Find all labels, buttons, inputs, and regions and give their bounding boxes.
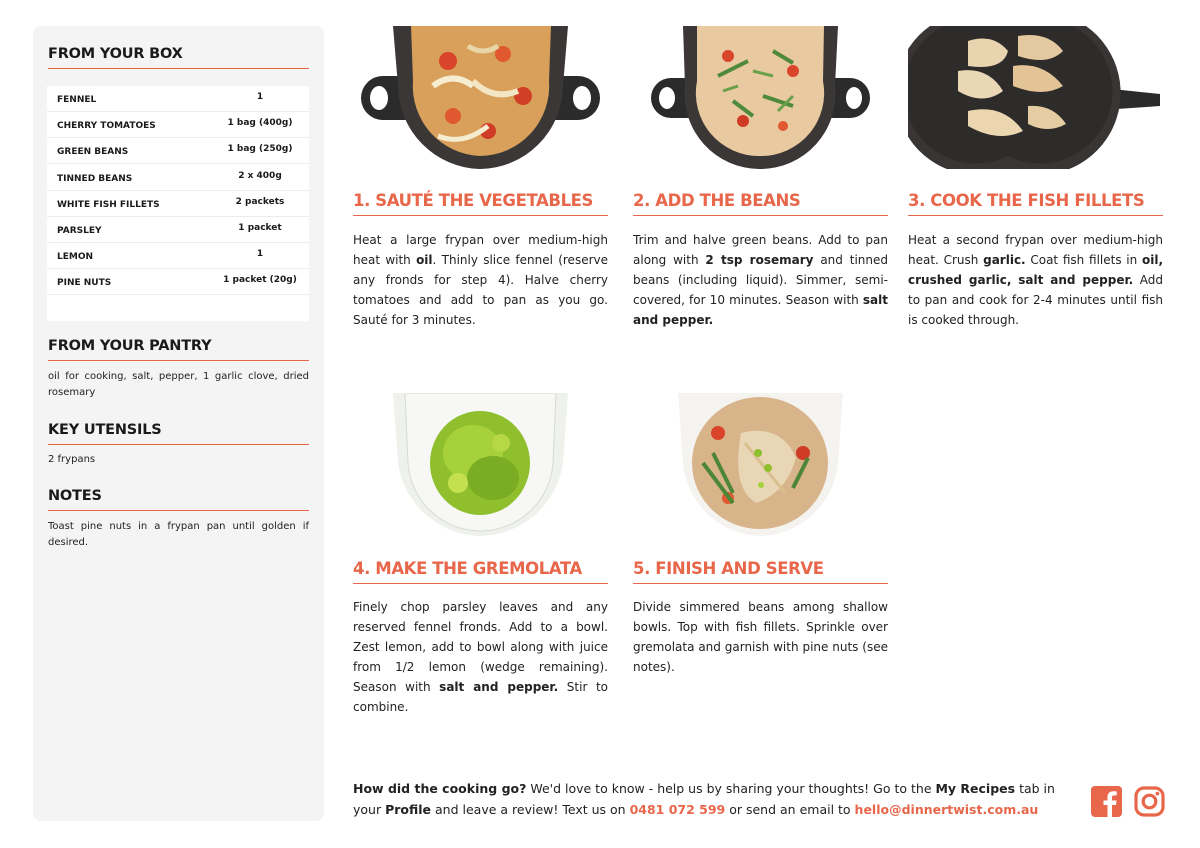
step-2-text <box>633 230 888 330</box>
text-segment: and tinned beans (including liquid). Simmer, semi-covered, for 10 minutes. Season with <box>633 253 888 307</box>
step-1-title: 1. SAUTÉ THE VEGETABLES <box>353 191 608 216</box>
ingredient-row <box>47 112 309 138</box>
text-segment: Stir to combine. <box>353 680 608 714</box>
step-1-text <box>353 230 608 330</box>
ingredient-quantity: 2 packets <box>235 196 285 207</box>
text-segment: Divide simmered beans among shallow bowls. Top with fish fillets. Sprinkle over gremolata and garnish with pine nuts (see notes). <box>633 600 888 674</box>
ingredient-quantity: 1 packet <box>238 223 282 233</box>
from-your-box-title: FROM YOUR BOX <box>48 46 309 69</box>
ingredient-row <box>47 138 309 164</box>
ingredient-name: TINNED BEANS <box>57 173 133 184</box>
text-segment: and leave a review! Text us on <box>431 802 630 817</box>
contact-link[interactable]: hello@dinnertwist.com.au <box>854 802 1039 817</box>
ingredient-row <box>47 243 309 269</box>
text-segment: or send an email to <box>725 802 855 817</box>
text-segment: Heat a large frypan over medium-high heat with <box>353 233 608 267</box>
ingredient-name: GREEN BEANS <box>57 147 129 158</box>
step-2-photo <box>633 26 888 169</box>
step-5-photo <box>633 393 888 536</box>
ingredient-name: PINE NUTS <box>57 278 112 289</box>
ingredient-row <box>47 191 309 217</box>
text-segment: garlic. <box>983 253 1026 267</box>
notes-title: NOTES <box>48 488 309 511</box>
ingredient-row <box>47 86 309 112</box>
ingredient-name: LEMON <box>57 252 94 263</box>
ingredient-quantity: 1 packet (20g) <box>223 275 297 286</box>
contact-link[interactable]: 0481 072 599 <box>629 802 726 817</box>
utensils-text: 2 frypans <box>48 454 96 465</box>
ingredient-name: FENNEL <box>57 95 97 105</box>
text-segment: 2 tsp rosemary <box>705 253 814 267</box>
ingredient-quantity: 1 <box>256 249 264 260</box>
text-segment: Profile <box>385 802 432 817</box>
text-segment: Add to pan and cook for 2-4 minutes until fish is cooked through. <box>908 273 1164 327</box>
text-segment: Finely chop parsley leaves and any reserved fennel fronds. Add to a bowl. Zest lemon, add to bowl along with juice from 1/2 lemon (wedge remaining). Season with <box>353 600 608 694</box>
step-5-title: 5. FINISH AND SERVE <box>633 559 888 584</box>
step-1-photo <box>353 26 608 169</box>
text-segment: salt and pepper. <box>439 680 559 694</box>
text-segment: Coat fish fillets in <box>1025 253 1142 267</box>
ingredient-name: CHERRY TOMATOES <box>57 121 156 132</box>
text-segment: salt and pepper. <box>633 293 888 327</box>
text-segment: . Thinly slice fennel (reserve any fronds for step 4). Halve cherry tomatoes and add to pan as you go. Sauté for 3 minutes. <box>353 253 608 327</box>
ingredient-name: WHITE FISH FILLETS <box>57 199 160 210</box>
facebook-icon[interactable] <box>1091 786 1122 817</box>
from-your-pantry-title: FROM YOUR PANTRY <box>48 338 309 361</box>
text-segment: We'd love to know - help us by sharing your thoughts! Go to the <box>526 781 936 796</box>
text-segment: Trim and halve green beans. Add to pan along with <box>633 233 888 267</box>
pantry-text: oil for cooking, salt, pepper, 1 garlic clove, dried rosemary <box>48 371 309 398</box>
notes-text: Toast pine nuts in a frypan pan until golden if desired. <box>48 521 309 548</box>
ingredient-row <box>47 269 309 295</box>
text-segment: How did the cooking go? <box>353 781 527 796</box>
instagram-icon[interactable] <box>1134 786 1165 817</box>
feedback-footer <box>353 778 1075 820</box>
step-3-photo <box>908 26 1163 169</box>
step-3-text <box>908 230 1163 330</box>
ingredient-quantity: 2 x 400g <box>238 170 282 181</box>
ingredient-quantity: 1 bag (400g) <box>227 118 293 129</box>
ingredients-table <box>47 86 309 321</box>
ingredient-name: PARSLEY <box>57 226 102 236</box>
step-3-title: 3. COOK THE FISH FILLETS <box>908 191 1163 216</box>
ingredient-row <box>47 165 309 191</box>
step-4-photo <box>353 393 608 536</box>
key-utensils-title: KEY UTENSILS <box>48 422 309 445</box>
ingredient-quantity: 1 bag (250g) <box>227 144 293 155</box>
text-segment: oil <box>416 253 433 267</box>
step-5-text <box>633 597 888 677</box>
text-segment: Heat a second frypan over medium-high heat. Crush <box>908 233 1163 267</box>
sidebar <box>33 26 324 821</box>
text-segment: My Recipes <box>935 781 1016 796</box>
ingredient-quantity: 1 <box>256 92 264 102</box>
text-segment: oil, crushed garlic, salt and pepper. <box>908 253 1164 287</box>
step-2-title: 2. ADD THE BEANS <box>633 191 888 216</box>
ingredient-row <box>47 217 309 243</box>
step-4-title: 4. MAKE THE GREMOLATA <box>353 559 608 584</box>
text-segment: tab in your <box>353 781 1055 817</box>
step-4-text <box>353 597 608 717</box>
